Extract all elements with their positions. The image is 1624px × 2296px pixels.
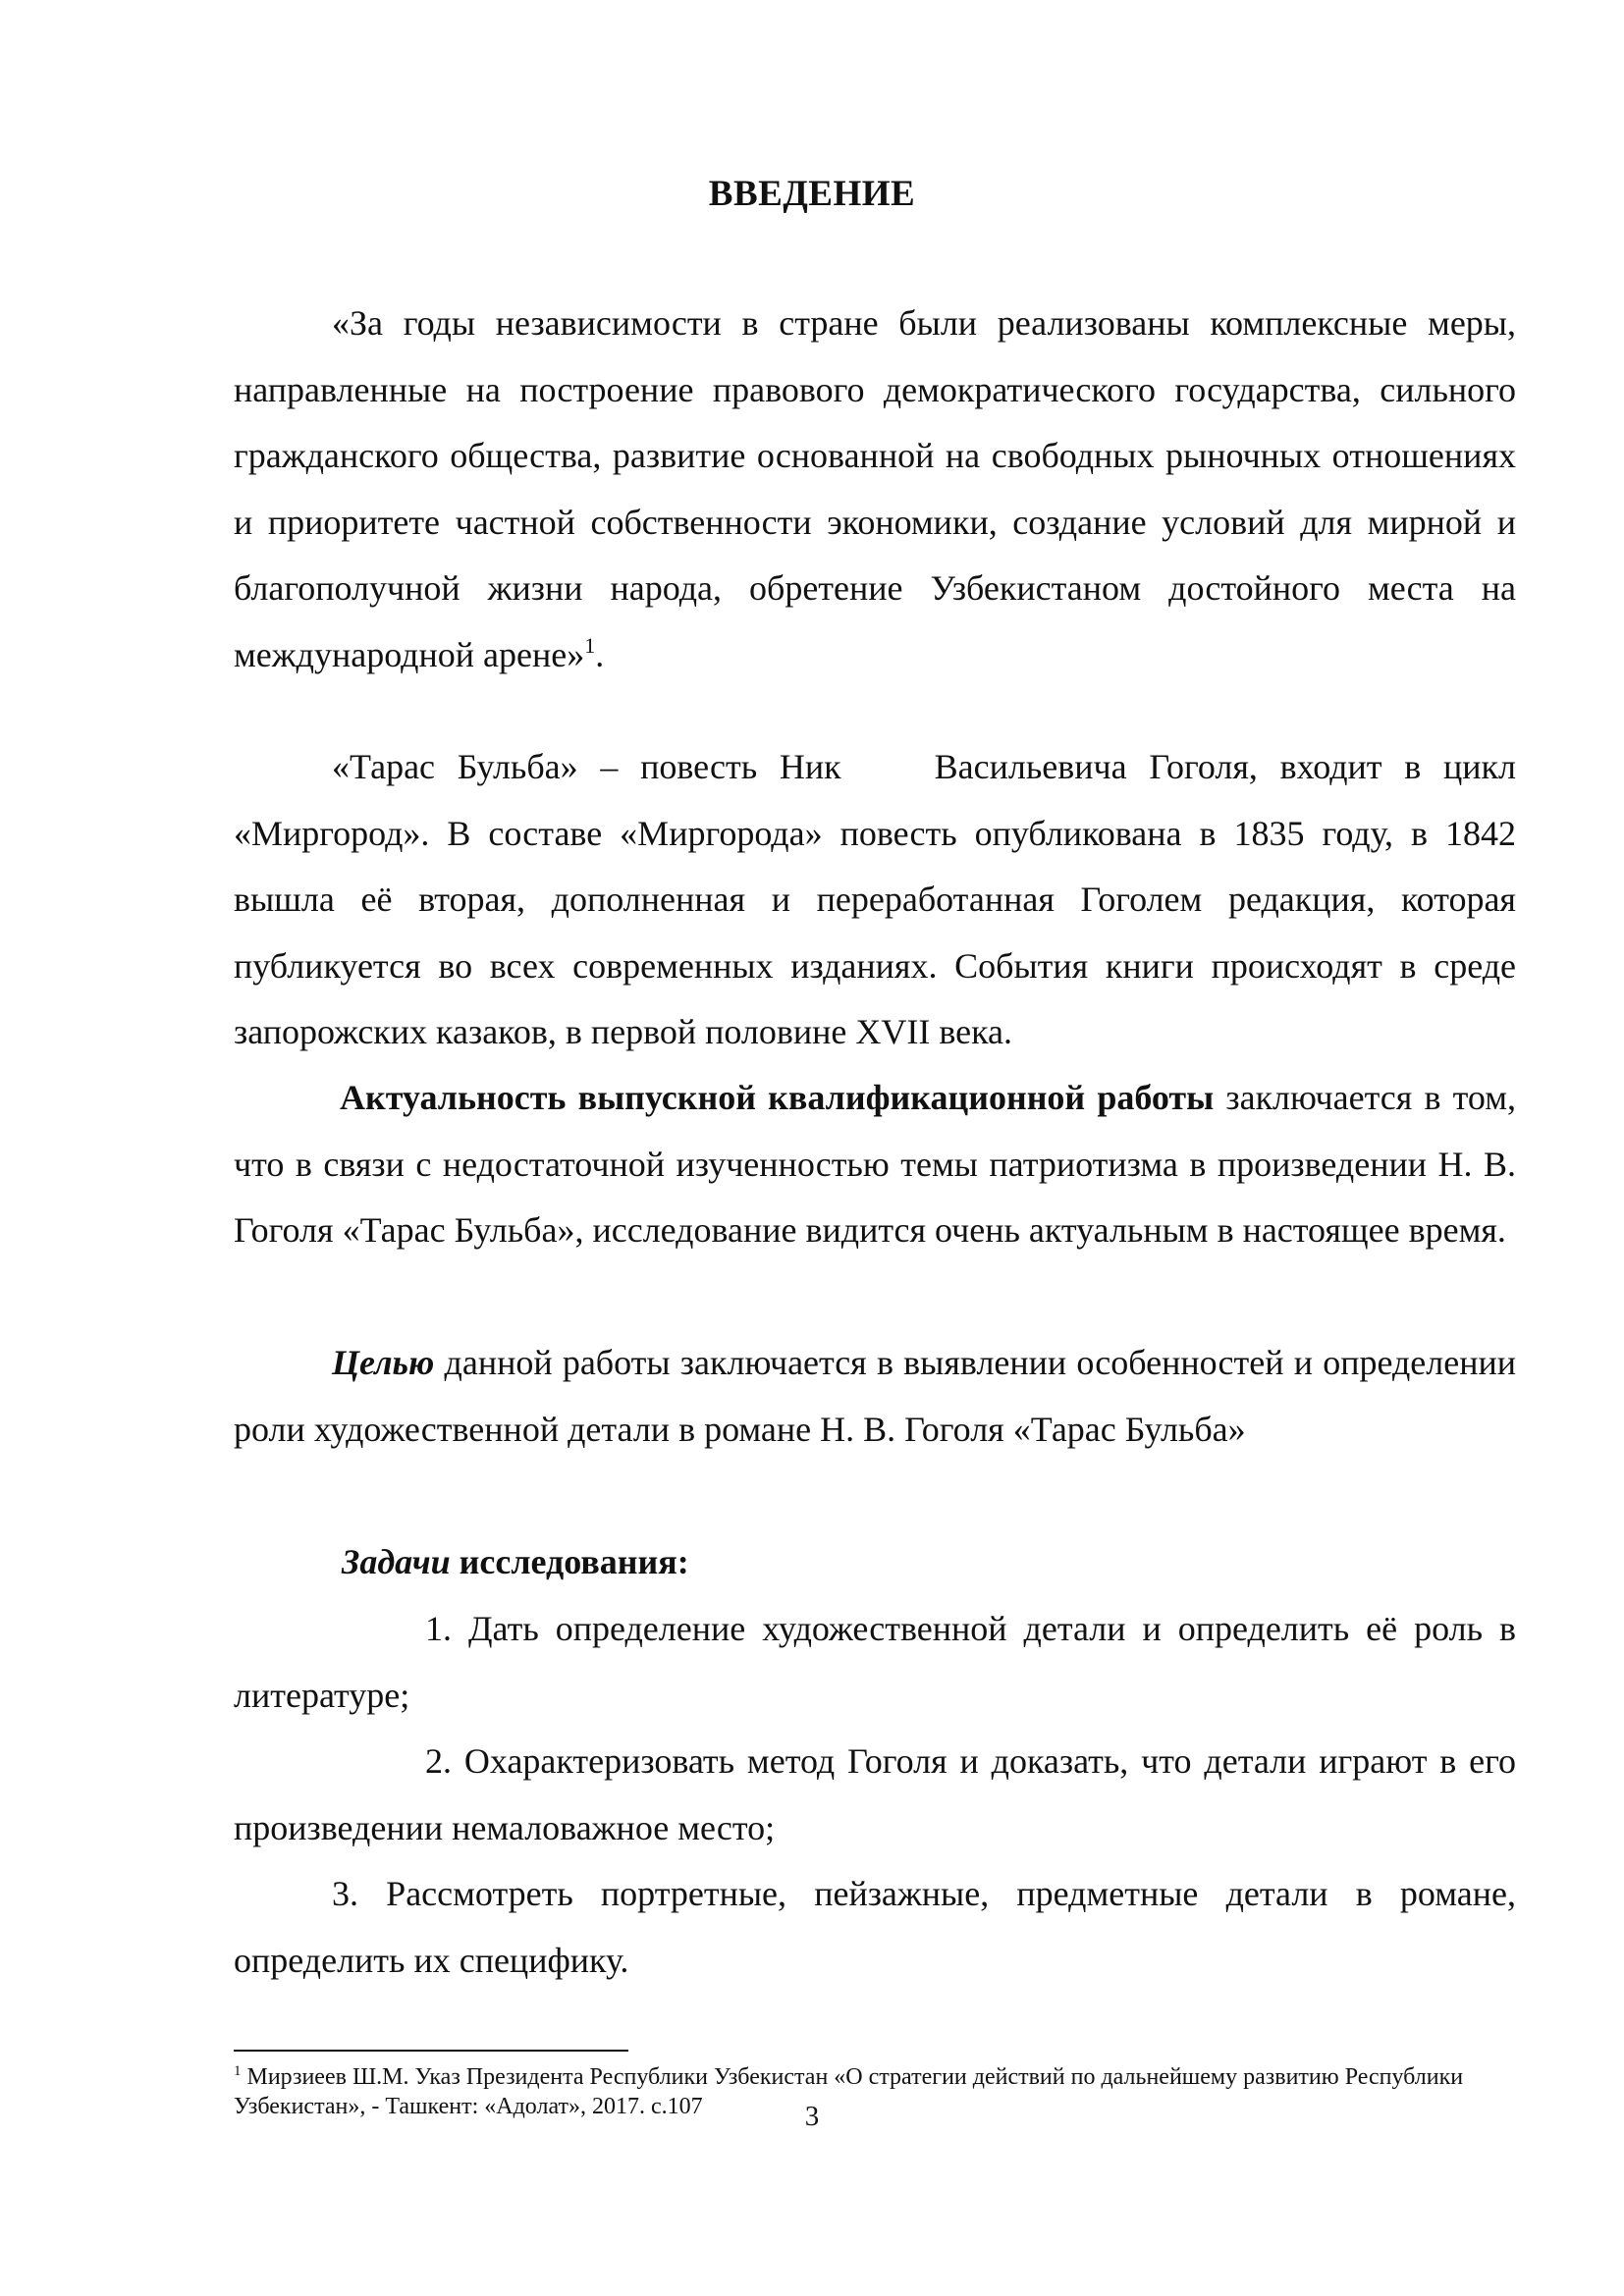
intro-paragraph [234,734,1516,1066]
quote-paragraph [234,291,1516,688]
quote-text: «За годы независимости в стране были реализованы комплексные меры, направленные на построение правового демократического государства, сильного гражданского общества, развитие основанной на свободных рыночных отношениях и приоритете частной собственности экономики, создание условий для мирной и благополучной жизни народа, обретение Узбекистаном достойного места на международной арене» [234,303,1516,674]
tasks-label-bold: исследования: [450,1542,689,1581]
goal-text: данной работы заключается в выявлении особенностей и определении роли художественной детали в романе Н. В. Гоголя «Тарас Бульба» [234,1343,1516,1449]
goal-label: Целью [332,1343,435,1382]
relevance-text: заключается в том, что в связи с недостаточной изученностью темы патриотизма в произведении Н. В. Гоголя «Тарас Бульба», исследование видится очень актуальным в настоящее время. [234,1078,1516,1250]
tasks-heading [234,1529,1516,1596]
task-item-3: 3. Рассмотреть портретные, пейзажные, предметные детали в романе, определить их специфику. [234,1874,1516,1980]
footnote-mark: 1 [234,2063,242,2079]
intro-start: «Тарас Бульба» – повесть Ник [332,747,841,786]
task-item-1: 1. Дать определение художественной детали и определить её роль в литературе; [234,1609,1516,1715]
page-title: ВВЕДЕНИЕ [708,174,916,214]
relevance-paragraph [234,1065,1516,1264]
page-number: 3 [804,2101,820,2132]
task-item-2: 2. Охарактеризовать метод Гоголя и доказать, что детали играют в его произведении немаловажное место; [234,1741,1516,1847]
tasks-label-italic: Задачи [342,1542,451,1581]
goal-paragraph [234,1330,1516,1463]
footnote-text: Мирзиеев Ш.М. Указ Президента Республики Узбекистан «О стратегии действий по дальнейшему развитию Республики Узбекистан», - Ташкент: «Адолат», 2017. с.107 [234,2064,1464,2119]
relevance-label: Актуальность выпускной квалификационной работы [340,1078,1215,1117]
footnote-separator [234,2050,628,2052]
footnote-reference[interactable]: 1 [584,632,596,658]
quote-end: . [595,634,605,674]
intro-rest: Васильевича Гоголя, входит в цикл «Миргород». В составе «Миргорода» повесть опубликована в 1835 году, в 1842 вышла её вторая, дополненная и переработанная Гоголем редакция, которая публикуется во всех современных изданиях. События книги происходят в среде запорожских казаков, в первой половине XVII века. [234,747,1516,1051]
